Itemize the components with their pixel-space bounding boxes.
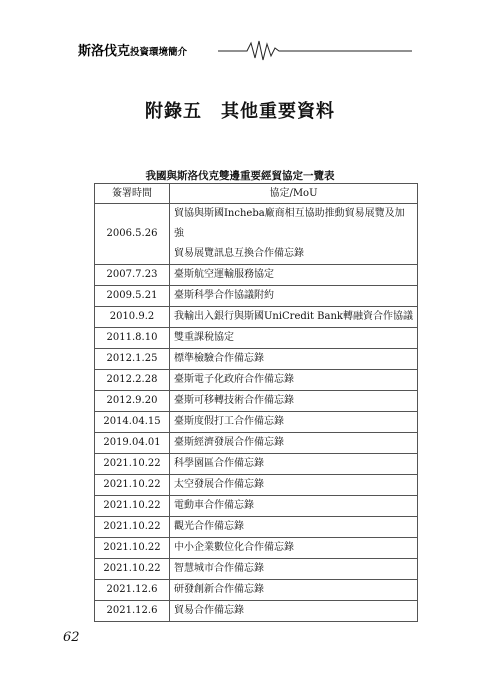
row-agreement-line: 標準檢驗合作備忘錄 xyxy=(173,353,264,364)
table-row xyxy=(95,580,418,601)
row-date: 2011.8.10 xyxy=(95,328,170,349)
row-agreement xyxy=(169,265,417,286)
header-title-main: 斯洛伐克 xyxy=(78,44,131,59)
row-agreement xyxy=(169,538,417,559)
table-caption: 我國與斯洛伐克雙邊重要經貿協定一覽表 xyxy=(145,170,335,182)
row-agreement xyxy=(169,496,417,517)
table-row xyxy=(95,370,418,391)
table-header-row xyxy=(95,184,418,204)
table-row xyxy=(95,204,418,265)
row-agreement xyxy=(169,328,417,349)
row-agreement-line: 觀光合作備忘錄 xyxy=(173,521,244,532)
row-agreement xyxy=(169,370,417,391)
table-body xyxy=(95,204,418,622)
row-agreement-line: 電動車合作備忘錄 xyxy=(173,500,254,511)
table-row xyxy=(95,412,418,433)
row-agreement-line: 臺斯科學合作協議附約 xyxy=(173,290,274,301)
page-number: 62 xyxy=(63,630,80,645)
table-row xyxy=(95,286,418,307)
row-date: 2012.1.25 xyxy=(95,349,170,370)
running-header xyxy=(78,40,187,59)
agreements-table xyxy=(94,183,418,622)
row-agreement-line: 貿易展覽訊息互換合作備忘錄 xyxy=(173,248,304,259)
row-date: 2012.9.20 xyxy=(95,391,170,412)
row-date: 2021.12.6 xyxy=(95,601,170,622)
row-date: 2010.9.2 xyxy=(95,307,170,328)
row-agreement-line: 貿易合作備忘錄 xyxy=(173,605,244,616)
row-agreement xyxy=(169,517,417,538)
row-agreement xyxy=(169,307,417,328)
row-agreement xyxy=(169,454,417,475)
row-agreement xyxy=(169,286,417,307)
table-row xyxy=(95,601,418,622)
row-date: 2021.10.22 xyxy=(95,559,170,580)
header-title-sub: 投資環境簡介 xyxy=(130,47,188,58)
row-date: 2021.10.22 xyxy=(95,517,170,538)
appendix-title: 附錄五 其他重要資料 xyxy=(145,101,335,122)
row-agreement-line: 臺斯航空運輸服務協定 xyxy=(173,269,274,280)
header-pulse-line xyxy=(0,36,480,66)
table-row xyxy=(95,391,418,412)
row-agreement-line: 臺斯度假打工合作備忘錄 xyxy=(173,416,284,427)
row-agreement-line: 臺斯電子化政府合作備忘錄 xyxy=(173,374,294,385)
row-date: 2021.10.22 xyxy=(95,538,170,559)
row-agreement xyxy=(169,559,417,580)
table-row xyxy=(95,307,418,328)
row-agreement-line: 科學園區合作備忘錄 xyxy=(173,458,264,469)
column-header-date: 簽署時間 xyxy=(95,184,170,204)
table-row xyxy=(95,328,418,349)
row-agreement-line: 智慧城市合作備忘錄 xyxy=(173,563,264,574)
row-date: 2012.2.28 xyxy=(95,370,170,391)
row-date: 2007.7.23 xyxy=(95,265,170,286)
row-agreement-line: 我輸出入銀行與斯國UniCredit Bank轉融資合作協議 xyxy=(173,311,413,322)
row-agreement-line: 雙重課稅協定 xyxy=(173,332,234,343)
row-agreement xyxy=(169,580,417,601)
table-row xyxy=(95,265,418,286)
table-row xyxy=(95,538,418,559)
row-agreement xyxy=(169,475,417,496)
row-date: 2009.5.21 xyxy=(95,286,170,307)
row-date: 2019.04.01 xyxy=(95,433,170,454)
row-agreement-line: 中小企業數位化合作備忘錄 xyxy=(173,542,294,553)
row-agreement-line: 太空發展合作備忘錄 xyxy=(173,479,264,490)
column-header-agreement: 協定/MoU xyxy=(169,184,417,204)
table-row xyxy=(95,475,418,496)
row-agreement-line: 貿協與斯國Incheba廠商相互協助推動貿易展覽及加強 xyxy=(173,208,405,239)
row-agreement-line: 臺斯經濟發展合作備忘錄 xyxy=(173,437,284,448)
row-date: 2021.12.6 xyxy=(95,580,170,601)
row-agreement xyxy=(169,433,417,454)
row-agreement xyxy=(169,204,417,265)
table-row xyxy=(95,559,418,580)
row-agreement xyxy=(169,412,417,433)
row-agreement xyxy=(169,349,417,370)
table-row xyxy=(95,496,418,517)
table-row xyxy=(95,433,418,454)
row-date: 2006.5.26 xyxy=(95,204,170,265)
table-row xyxy=(95,454,418,475)
table-row xyxy=(95,517,418,538)
row-agreement xyxy=(169,391,417,412)
row-date: 2021.10.22 xyxy=(95,454,170,475)
table-row xyxy=(95,349,418,370)
row-date: 2021.10.22 xyxy=(95,475,170,496)
row-agreement xyxy=(169,601,417,622)
row-date: 2021.10.22 xyxy=(95,496,170,517)
row-date: 2014.04.15 xyxy=(95,412,170,433)
row-agreement-line: 研發創新合作備忘錄 xyxy=(173,584,264,595)
row-agreement-line: 臺斯可移轉技術合作備忘錄 xyxy=(173,395,294,406)
